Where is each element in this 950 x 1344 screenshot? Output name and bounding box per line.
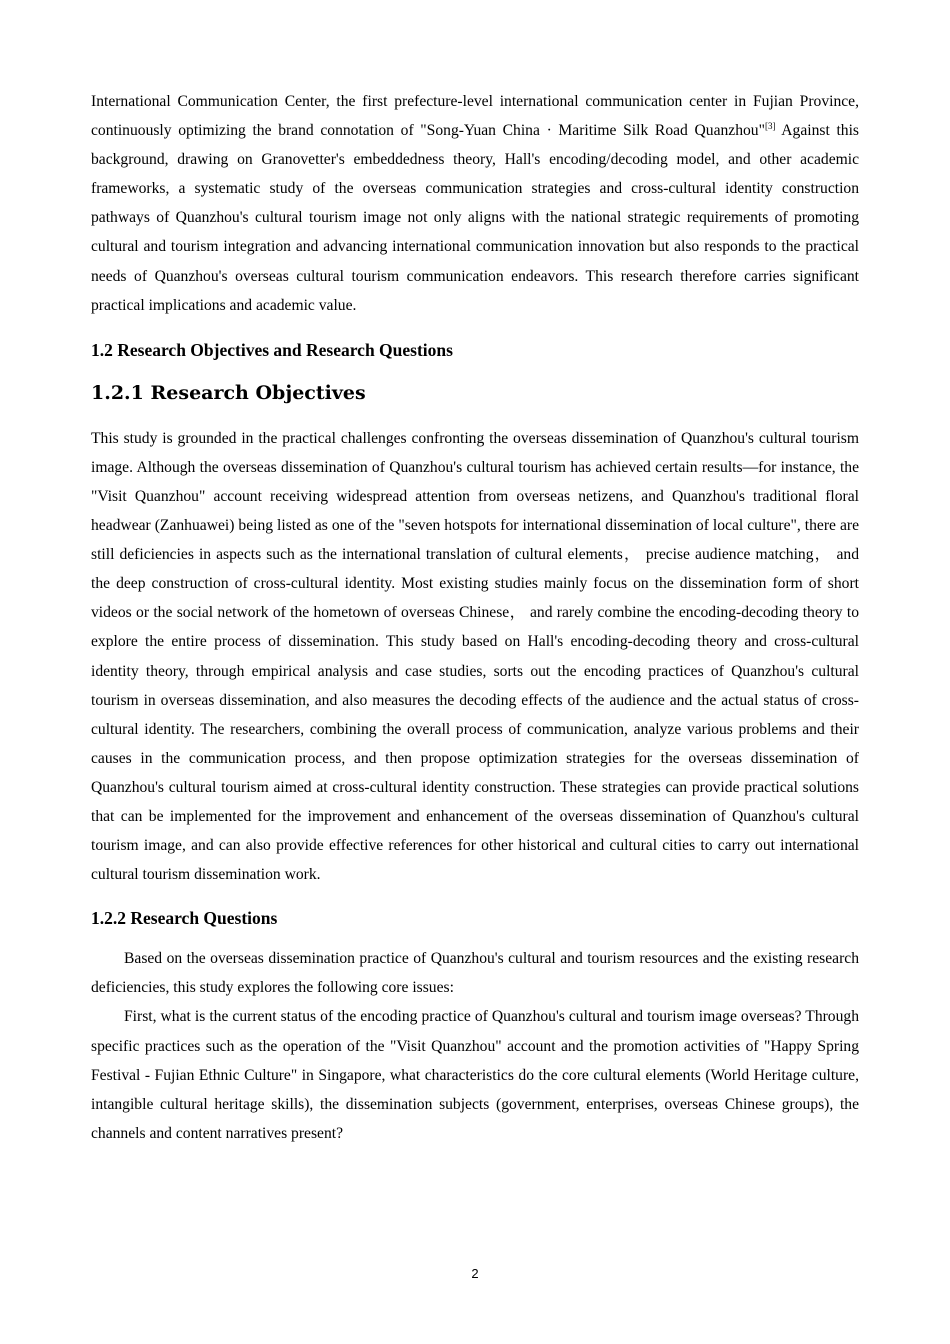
citation-ref[interactable]: [3] (764, 120, 776, 131)
page-content (91, 87, 859, 1148)
page-number: 2 (471, 1266, 479, 1281)
question-first-paragraph: First, what is the current status of the encoding practice of Quanzhou's cultural and tourism image overseas? Through specific practices such as the operation of the "Visit Quanzhou" account and the promotion activities of "Happy Spring Festival - Fujian Ethnic Culture" in Singapore, what characteristics do the core cultural elements (World Heritage culture, intangible cultural heritage skills), the dissemination subjects (government, enterprises, overseas Chinese groups), the channels and content narratives present? (91, 1008, 859, 1142)
intro-paragraph (91, 87, 859, 320)
intro-text-continued: Against this background, drawing on Granovetter's embeddedness theory, Hall's encoding/decoding model, and other academic frameworks, a systematic study of the overseas communication strategies and cross-cultural identity construction pathways of Quanzhou's cultural tourism image not only aligns with the national strategic requirements of promoting cultural and tourism integration and advancing international communication innovation but also responds to the practical needs of Quanzhou's overseas cultural tourism communication endeavors. This research therefore carries significant practical implications and academic value. (91, 122, 859, 314)
subsection-heading-1-2-1: 1.2.1 Research Objectives (91, 381, 366, 404)
subsection-heading-1-2-2: 1.2.2 Research Questions (91, 908, 278, 929)
intro-text: International Communication Center, the first prefecture-level international communication center in Fujian Province, continuously optimizing the brand connotation of "Song-Yuan China · Maritime Silk Road Quanzhou" (91, 93, 859, 140)
objectives-paragraph: This study is grounded in the practical challenges confronting the overseas dissemination of Quanzhou's cultural tourism image. Although the overseas dissemination of Quanzhou's cultural tourism has achieved certain results—for instance, the "Visit Quanzhou" account receiving widespread attention from overseas netizens, and Quanzhou's traditional floral headwear (Zanhuawei) being listed as one of the "seven hotspots for international dissemination of local culture", there are still deficiencies in aspects such as the international translation of cultural elements， precise audience matching， and the deep construction of cross-cultural identity. Most existing studies mainly focus on the dissemination form of short videos or the social network of the hometown of overseas Chinese， and rarely combine the encoding-decoding theory to explore the entire process of dissemination. This study based on Hall's encoding-decoding theory and cross-cultural identity theory, through empirical analysis and case studies, sorts out the encoding practices of Quanzhou's cultural tourism in overseas dissemination, and also measures the decoding effects of the audience and the actual status of cross-cultural identity. The researchers, combining the overall process of communication, analyze various problems and their causes in the communication process, and then propose optimization strategies for the overseas dissemination of Quanzhou's cultural tourism aimed at cross-cultural identity construction. These strategies can provide practical solutions that can be implemented for the improvement and enhancement of the overseas dissemination of Quanzhou's cultural tourism image, and can also provide effective references for other historical and cultural cities to carry out international cultural tourism dissemination work. (91, 429, 859, 884)
questions-intro-paragraph: Based on the overseas dissemination practice of Quanzhou's cultural and tourism resources and the existing research deficiencies, this study explores the following core issues: (91, 950, 859, 997)
section-heading-1-2: 1.2 Research Objectives and Research Questions (91, 339, 453, 360)
